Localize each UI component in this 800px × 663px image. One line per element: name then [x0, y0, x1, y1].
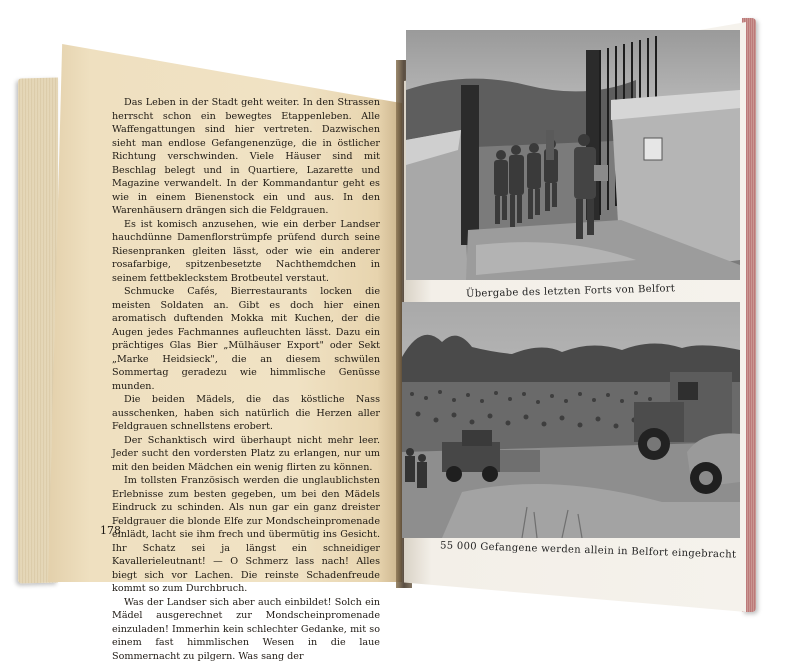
paragraph: Die beiden Mädels, die das köstliche Nass ausschenken, haben sich natürlich die Herzen aller Feldgrauen schnellstens erobert.: [112, 393, 380, 434]
paragraph: Was der Landser sich aber auch einbildet! Solch ein Mädel ausgerechnet zur Mondscheinpromenade einzuladen! Immerhin kein schlechter Gedanke, mit so einem fast himmlischen Wesen in die laue Sommernacht zu pilgern. Was sang der: [112, 596, 380, 663]
photo-caption-bottom: 55 000 Gefangene werden allein in Belfort eingebracht: [440, 540, 736, 560]
photo-caption-top: Übergabe des letzten Forts von Belfort: [466, 283, 675, 299]
paragraph: Im tollsten Französisch werden die unglaublichsten Erlebnisse zum besten gegeben, um bei den Mädels Eindruck zu schinden. Als nun gar ein ganz dreister Feldgrauer die blonde Elfe zur Mondscheinpromenade einlädt, lacht sie ihm frech und übermütig ins Gesicht. Ihr Schatz sei ja längst ein schneidiger Kavallerieleutnant! — O Schmerz lass nach! Alles biegt sich vor Lachen. Die reinste Schadenfreude kommt so zum Durchbruch.: [112, 474, 380, 596]
photo-fort-surrender: [406, 30, 740, 280]
left-page-text: [112, 96, 380, 663]
paragraph: Der Schanktisch wird überhaupt nicht mehr leer. Jeder sucht den vordersten Platz zu erlangen, nur um mit den beiden Mädchen ein wenig flirten zu können.: [112, 434, 380, 475]
paragraph: Schmucke Cafés, Bierrestaurants locken die meisten Soldaten an. Gibt es doch hier einen aromatisch duftenden Mokka mit Kuchen, der die Augen jedes Fachmannes aufleuchten lässt. Dazu ein prächtiges Glas Bier „Mülhäuser Export" oder Sekt „Marke Heidsieck", die an diesem schwülen Sommertag geradezu wie himmlische Genüsse munden.: [112, 285, 380, 393]
page-number: 178: [100, 524, 121, 537]
paragraph: Das Leben in der Stadt geht weiter. In den Strassen herrscht schon ein bewegtes Etappenleben. Alle Waffengattungen sind hier vertreten. Dazwischen sieht man endlose Gefangenenzüge, die in östlicher Richtung verschwinden. Viele Häuser sind mit Beschlag belegt und in Quartiere, Lazarette und Magazine verwandelt. In der Kommandantur geht es wie in einem Bienenstock ein und aus. In den Warenhäusern drängen sich die Feldgrauen.: [112, 96, 380, 218]
photo-prisoners-belfort: [402, 302, 740, 538]
paragraph: Es ist komisch anzusehen, wie ein derber Landser hauchdünne Damenflorstrümpfe prüfend durch seine Riesenpranken gleiten lässt, oder wie ein anderer rosafarbige, spitzenbesetzte Nachthemdchen in seinem fettbekleckstem Brotbeutel verstaut.: [112, 218, 380, 286]
